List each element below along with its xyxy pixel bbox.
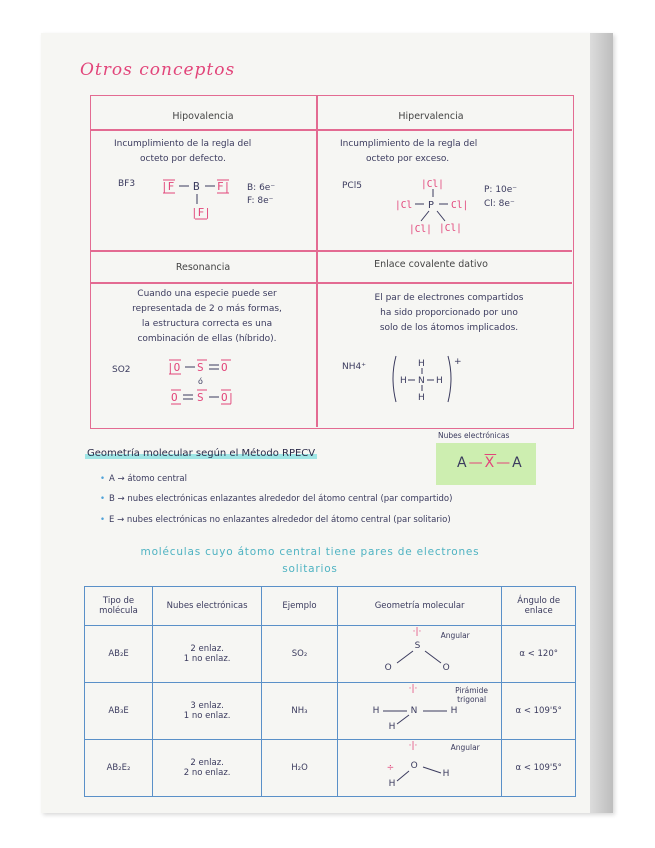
so2-resonance-structures [165, 357, 245, 409]
hipervalencia-desc: Incumplimiento de la regla del octeto por exceso. [340, 139, 478, 164]
svg-text:N: N [418, 376, 425, 386]
cell-nubes: 3 enlaz. 1 no enlaz. [153, 683, 262, 740]
col-tipo: Tipo de molécula [85, 587, 153, 626]
nh4-structure [388, 352, 468, 406]
svg-text:|Cl|: |Cl| [421, 179, 444, 190]
cell-tipo: AB₂E [85, 626, 153, 683]
svg-text:H: H [418, 359, 425, 369]
header-dativo: Enlace covalente dativo [374, 259, 488, 270]
section-title-rpecv: Geometría molecular según el Método RPECV [87, 448, 316, 459]
cell-nubes: 2 enlaz. 2 no enlaz. [153, 740, 262, 797]
nh4-formula: NH4⁺ [342, 362, 366, 372]
col-geometria: Geometría molecular [337, 587, 502, 626]
svg-text:O|: O| [221, 391, 235, 404]
pcl5-structure [393, 175, 475, 239]
svg-text:|Cl|: |Cl| [439, 223, 462, 234]
svg-text:F|: F| [217, 180, 231, 193]
svg-text:O: O [221, 361, 228, 374]
svg-text:P: P [428, 200, 435, 211]
hipovalencia-desc: Incumplimiento de la regla del octeto por defecto. [114, 139, 252, 164]
table-header-row [85, 587, 576, 626]
svg-text:|Cl: |Cl [395, 200, 413, 211]
pcl5-notes: P: 10e⁻ Cl: 8e⁻ [484, 185, 518, 209]
cell-tipo: AB₃E [85, 683, 153, 740]
cell-tipo: AB₂E₂ [85, 740, 153, 797]
pcl5-formula: PCl5 [342, 181, 362, 191]
cell-ejemplo: NH₃ [262, 683, 338, 740]
svg-text:ó: ó [198, 377, 203, 386]
cell-angulo: α < 109'5° [502, 683, 576, 740]
svg-text:|Cl|: |Cl| [409, 224, 432, 235]
table-divider-h2 [90, 250, 572, 252]
bf3-notes: B: 6e⁻ F: 8e⁻ [247, 183, 276, 206]
svg-text:|F|: |F| [191, 206, 211, 219]
header-resonancia: Resonancia [175, 262, 231, 273]
bullet-a: • A → átomo central [100, 474, 187, 484]
svg-text:H: H [400, 376, 407, 386]
cell-ejemplo: SO₂ [262, 626, 338, 683]
svg-text:S: S [197, 391, 204, 404]
table-row [85, 683, 576, 740]
nubes-box-label: Nubes electrónicas [438, 431, 510, 440]
table-row [85, 626, 576, 683]
geometry-table [84, 586, 576, 797]
header-hipervalencia: Hipervalencia [398, 111, 464, 122]
svg-text:H: H [436, 376, 443, 386]
header-hipovalencia: Hipovalencia [172, 111, 234, 122]
dativo-desc: El par de electrones compartidos ha sido proporcionado por uno solo de los átomos implicados. [374, 293, 524, 333]
bf3-formula: BF3 [118, 179, 136, 189]
svg-text:O: O [171, 391, 178, 404]
cell-geometria [337, 683, 502, 740]
resonancia-desc: Cuando una especie puede ser representada de 2 o más formas, la estructura correcta es una combinación de ellas (híbrido). [132, 289, 282, 344]
cell-ejemplo: H₂O [262, 740, 338, 797]
svg-text:|F: |F [161, 180, 175, 193]
cell-angulo: α < 120° [502, 626, 576, 683]
svg-text:H: H [418, 393, 425, 403]
page-title: Otros conceptos [80, 60, 236, 80]
so2-formula: SO2 [112, 365, 131, 375]
svg-text:S: S [197, 361, 204, 374]
bullet-e: • E → nubes electrónicas no enlazantes alrededor del átomo central (par solitario) [100, 515, 451, 525]
table-divider-h3 [90, 282, 572, 284]
subtitle: moléculas cuyo átomo central tiene pares de electrones solitarios [140, 546, 480, 575]
page-edge [590, 33, 613, 813]
cell-geometria [337, 626, 502, 683]
nh3-geometry: Pirámide trigonal ·|· H N H H [372, 684, 489, 732]
cell-angulo: α < 109'5° [502, 740, 576, 797]
h2o-geometry: Angular ·|· ÷ O H H [386, 741, 480, 789]
col-ejemplo: Ejemplo [262, 587, 338, 626]
cell-geometria [337, 740, 502, 797]
svg-text:|O: |O [167, 361, 181, 374]
table-row [85, 740, 576, 797]
axa-formula: $A—\overline{X}—A$ [457, 455, 524, 471]
cell-nubes: 2 enlaz. 1 no enlaz. [153, 626, 262, 683]
col-angulo: Ángulo de enlace [502, 587, 576, 626]
table-divider-h1 [90, 129, 572, 131]
nubes-electronicas-box [436, 431, 536, 485]
svg-text:B: B [193, 180, 200, 193]
col-nubes: Nubes electrónicas [153, 587, 262, 626]
bullet-b: • B → nubes electrónicas enlazantes alrededor del átomo central (par compartido) [100, 494, 453, 504]
bf3-structure [155, 176, 245, 224]
so2-geometry: Angular ·|· S O O [384, 627, 470, 673]
svg-text:+: + [454, 357, 462, 367]
svg-text:Cl|: Cl| [451, 200, 469, 211]
